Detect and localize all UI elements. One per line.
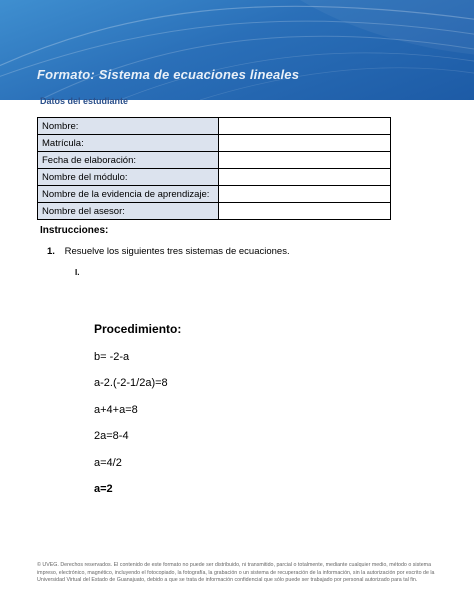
instruction-text: Resuelve los siguientes tres sistemas de ecuaciones. xyxy=(64,246,290,257)
row-label: Nombre del asesor: xyxy=(38,203,219,220)
row-label: Nombre del módulo: xyxy=(38,169,219,186)
table-row xyxy=(38,152,391,169)
instruction-number: 1. xyxy=(47,246,55,257)
row-label: Nombre de la evidencia de aprendizaje: xyxy=(38,186,219,203)
table-row xyxy=(38,118,391,135)
row-label: Nombre: xyxy=(38,118,219,135)
row-value[interactable] xyxy=(219,118,391,135)
instruction-subitem: I. xyxy=(75,268,80,277)
procedure-step: 2a=8-4 xyxy=(94,430,129,442)
row-value[interactable] xyxy=(219,169,391,186)
document-title: Formato: Sistema de ecuaciones lineales xyxy=(37,67,300,82)
row-value[interactable] xyxy=(219,135,391,152)
student-data-title: Datos del estudiante xyxy=(40,96,129,106)
student-data-table xyxy=(37,117,391,220)
procedure-step: a-2.(-2-1/2a)=8 xyxy=(94,377,168,389)
banner-swoosh-graphic xyxy=(0,0,474,100)
row-label: Fecha de elaboración: xyxy=(38,152,219,169)
table-row xyxy=(38,203,391,220)
table-row xyxy=(38,186,391,203)
procedure-result: a=2 xyxy=(94,483,113,495)
table-row xyxy=(38,169,391,186)
row-value[interactable] xyxy=(219,203,391,220)
row-label: Matrícula: xyxy=(38,135,219,152)
procedure-title: Procedimiento: xyxy=(94,322,182,336)
table-row xyxy=(38,135,391,152)
procedure-step: a+4+a=8 xyxy=(94,404,138,416)
copyright-footer: © UVEG. Derechos reservados. El contenido de este formato no puede ser distribuido, ni transmitido, parcial o totalmente, mediante cualquier medio, método o sistema impreso, electrónico, magnético, incluyendo el fotocopiado, la fotografía, la grabación o un sistema de recuperación de la información, sin la autorización por escrito de la Universidad Virtual del Estado de Guanajuato, debido a que se trata de información confidencial que sólo puede ser trabajado por personal autorizado para tal fin. xyxy=(37,562,435,584)
row-value[interactable] xyxy=(219,186,391,203)
row-value[interactable] xyxy=(219,152,391,169)
instruction-item xyxy=(47,246,290,257)
procedure-step: b= -2-a xyxy=(94,351,130,363)
instructions-title: Instrucciones: xyxy=(40,225,109,236)
procedure-step: a=4/2 xyxy=(94,457,122,469)
header-banner xyxy=(0,0,474,100)
